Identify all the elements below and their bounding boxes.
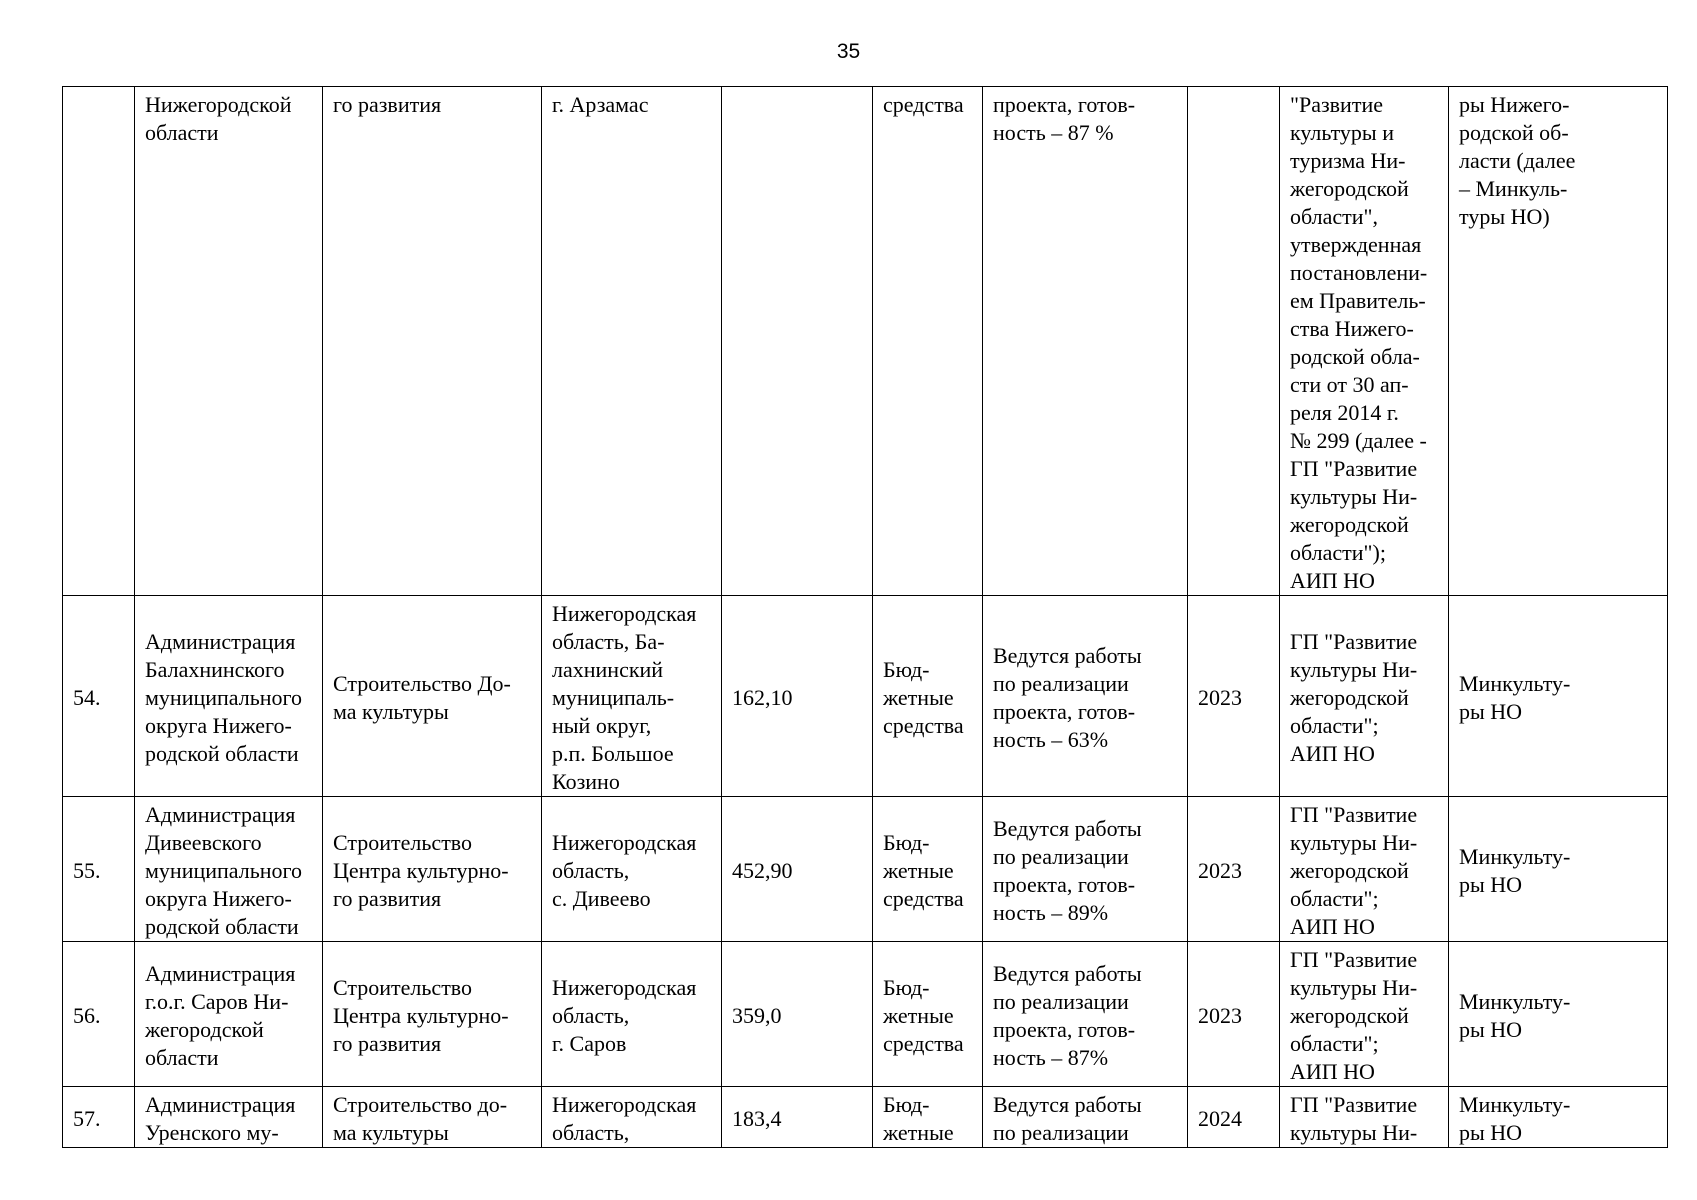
table-row bbox=[63, 87, 1668, 596]
object-cell: го развития bbox=[323, 87, 542, 596]
funding-source-cell: Бюд- жетные средства bbox=[873, 797, 983, 942]
program-cell: "Развитие культуры и туризма Ни- жегородской области", утвержденная постановлени- ем Правитель- ства Нижего- родской обла- сти от 30 ап- реля 2014 г. № 299 (далее - ГП "Развитие культуры Ни- жегородской области"); АИП НО bbox=[1280, 87, 1449, 596]
program-cell: ГП "Развитие культуры Ни- жегородской области"; АИП НО bbox=[1280, 797, 1449, 942]
row-number-cell: 54. bbox=[63, 596, 135, 797]
organization-cell: Администрация Дивеевского муниципального округа Нижего- родской области bbox=[135, 797, 323, 942]
table-row bbox=[63, 942, 1668, 1087]
amount-cell: 162,10 bbox=[722, 596, 873, 797]
status-cell: проекта, готов- ность – 87 % bbox=[983, 87, 1188, 596]
location-cell: Нижегородская область, г. Саров bbox=[542, 942, 722, 1087]
location-cell: Нижегородская область, bbox=[542, 1087, 722, 1148]
funding-source-cell: средства bbox=[873, 87, 983, 596]
amount-cell: 183,4 bbox=[722, 1087, 873, 1148]
responsible-cell: Минкульту- ры НО bbox=[1449, 942, 1668, 1087]
program-cell: ГП "Развитие культуры Ни- bbox=[1280, 1087, 1449, 1148]
location-cell: Нижегородская область, Ба- лахнинский муниципаль- ный округ, р.п. Большое Козино bbox=[542, 596, 722, 797]
table-row bbox=[63, 1087, 1668, 1148]
table-row bbox=[63, 797, 1668, 942]
responsible-cell: ры Нижего- родской об- ласти (далее – Минкуль- туры НО) bbox=[1449, 87, 1668, 596]
year-cell: 2024 bbox=[1188, 1087, 1280, 1148]
program-cell: ГП "Развитие культуры Ни- жегородской области"; АИП НО bbox=[1280, 596, 1449, 797]
table-row bbox=[63, 596, 1668, 797]
object-cell: Строительство Центра культурно- го развития bbox=[323, 797, 542, 942]
program-cell: ГП "Развитие культуры Ни- жегородской области"; АИП НО bbox=[1280, 942, 1449, 1087]
amount-cell bbox=[722, 87, 873, 596]
page-number: 35 bbox=[836, 40, 861, 63]
organization-cell: Нижегородской области bbox=[135, 87, 323, 596]
row-number-cell bbox=[63, 87, 135, 596]
year-cell: 2023 bbox=[1188, 596, 1280, 797]
location-cell: г. Арзамас bbox=[542, 87, 722, 596]
responsible-cell: Минкульту- ры НО bbox=[1449, 596, 1668, 797]
projects-table bbox=[62, 86, 1668, 1148]
row-number-cell: 56. bbox=[63, 942, 135, 1087]
object-cell: Строительство до- ма культуры bbox=[323, 1087, 542, 1148]
year-cell: 2023 bbox=[1188, 942, 1280, 1087]
year-cell bbox=[1188, 87, 1280, 596]
amount-cell: 359,0 bbox=[722, 942, 873, 1087]
status-cell: Ведутся работы по реализации проекта, готов- ность – 63% bbox=[983, 596, 1188, 797]
funding-source-cell: Бюд- жетные средства bbox=[873, 596, 983, 797]
object-cell: Строительство До- ма культуры bbox=[323, 596, 542, 797]
funding-source-cell: Бюд- жетные средства bbox=[873, 942, 983, 1087]
funding-source-cell: Бюд- жетные bbox=[873, 1087, 983, 1148]
responsible-cell: Минкульту- ры НО bbox=[1449, 797, 1668, 942]
responsible-cell: Минкульту- ры НО bbox=[1449, 1087, 1668, 1148]
amount-cell: 452,90 bbox=[722, 797, 873, 942]
organization-cell: Администрация Балахнинского муниципального округа Нижего- родской области bbox=[135, 596, 323, 797]
year-cell: 2023 bbox=[1188, 797, 1280, 942]
row-number-cell: 57. bbox=[63, 1087, 135, 1148]
organization-cell: Администрация Уренского му- bbox=[135, 1087, 323, 1148]
status-cell: Ведутся работы по реализации проекта, готов- ность – 89% bbox=[983, 797, 1188, 942]
location-cell: Нижегородская область, с. Дивеево bbox=[542, 797, 722, 942]
status-cell: Ведутся работы по реализации проекта, готов- ность – 87% bbox=[983, 942, 1188, 1087]
object-cell: Строительство Центра культурно- го развития bbox=[323, 942, 542, 1087]
row-number-cell: 55. bbox=[63, 797, 135, 942]
status-cell: Ведутся работы по реализации bbox=[983, 1087, 1188, 1148]
organization-cell: Администрация г.о.г. Саров Ни- жегородской области bbox=[135, 942, 323, 1087]
